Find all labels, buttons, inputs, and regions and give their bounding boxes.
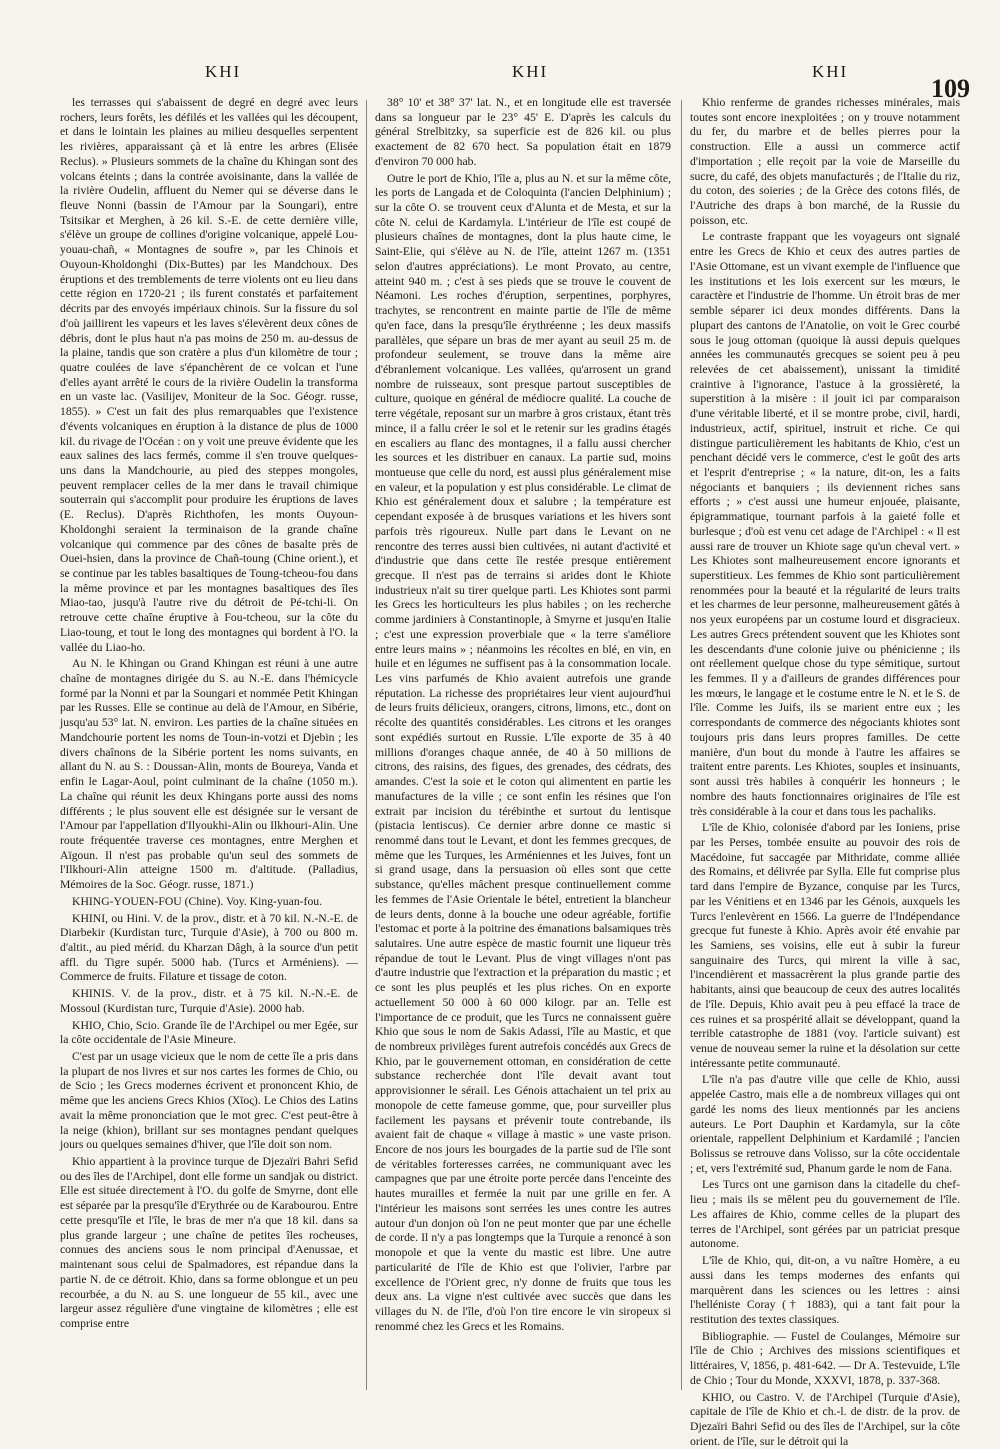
entry-khing-youen-fou: KHING-YOUEN-FOU (Chine). Voy. King-yuan-fou. [72, 894, 323, 908]
column-divider [681, 100, 682, 1390]
left-running-head: KHI [205, 62, 242, 81]
paragraph: L'île de Khio, colonisée d'abord par les Ioniens, prise par les Perses, tombée ensuite au pouvoir des rois de Macédoine, fut saccagée par Mithridate, comme alliée des Romains, et délivrée par Sylla. Elle fut comprise plus tard dans l'empire de Byzance, conquise par les Turcs, par les Vénitiens et en 1346 par les Génois, auxquels les Turcs l'enlevèrent en 1566. La guerre de l'Indépendance grecque fut funeste à Khio. Après avoir été envahie par les Samiens, ses voisins, elle eut à subir la fureur sanguinaire des Turcs, qui mirent la ville à sac, l'incendièrent et massacrèrent la plus grande partie des habitants, ainsi que beaucoup de ceux des autres localités de l'île. Depuis, Khio avait peu à peu effacé la trace de ces ruines et sa prospérité allait se développant, quand la terrible catastrophe de 1881 (voy. l'article suivant) est venue de nouveau semer la ruine et la désolation sur cette intéressante petite communauté. [690, 821, 960, 1070]
text-column-right [690, 96, 960, 1448]
paragraph: Khio renferme de grandes richesses minérales, mais toutes sont encore inexploitées ; on y trouve notamment du fer, du marbre et de belles pierres pour la construction. Elle a aussi un commerce actif d'importation ; elle reçoit par la voie de Marseille du sucre, du café, des objets manufacturés ; de l'Italie du riz, du coton, des soieries ; de la Grèce des cotons filés, de l'Autriche des draps à bon marché, de la Russie du poisson, etc. [690, 96, 960, 227]
entry-khinis: KHINIS. V. de la prov., distr. et à 75 kil. N.-N.-E. de Mossoul (Kurdistan turc, Turquie d'Asie). 2000 hab. [60, 987, 358, 1015]
paragraph: les terrasses qui s'abaissent de degré en degré avec leurs rochers, leurs forêts, les défilés et les vallées qui les découpent, et dans le lointain les plaines au milieu desquelles serpentent les rivières, apparaissant çà et là entre les arbres (Elisée Reclus). » Plusieurs sommets de la chaîne du Khingan sont des volcans éteints ; dans la contrée avoisinante, dans la vallée de la rivière Oudelin, affluent du Nemer qui se déverse dans le fleuve Nonni (bassin de l'Amour par la Soungari), entre Tsitsikar et Merghen, à 26 kil. S.-E. de cette dernière ville, s'élève un groupe de collines d'origine volcanique, appelé Lou-youau-chañ, « Montagnes de soufre », par les Chinois et Ouyoun-Kholdonghi (Dix-Buttes) par les Mandchoux. Des éruptions et des tremblements de terre violents ont eu lieu dans cette région en 1720-21 ; ils furent constatés et parfaitement décrits par des envoyés impériaux chinois. Sur la fissure du sol d'où jaillirent les vapeurs et les laves s'élevèrent deux cônes de débris, dont le plus haut n'a pas moins de 250 m. au-dessus de la plaine, tandis que son cratère a plus d'un kilomètre de tour ; quatre coulées de lave s'épanchèrent de ce volcan et l'une d'elles ayant arrêté le cours de la rivière Oudelin la transforma en un vaste lac. (Vasilijev, Moniteur de la Soc. Géogr. russe, 1855). » C'est un fait des plus remarquables que l'existence d'évents volcaniques en éruption à la distance de plus de 1000 kil. du rivage de l'Océan : on y voit une preuve évidente que les eaux salines des lacs fermés, comme il s'en trouve quelques-uns dans la Mandchourie, au pied des steppes mongoles, peuvent remplacer celles de la mer dans le travail chimique souterrain qui s'accomplit pour produire les éruptions de laves (E. Reclus). D'après Richthofen, les monts Ouyoun-Kholdonghi seraient la terminaison de la grande chaîne volcanique qui commence par des cônes de basalte près de Ouei-hsien, dans la province de Chañ-toung (Chine orient.), et se continue par les tables basaltiques de Toung-tcheou-fou dans la même province et par les montagnes basaltiques des îles Miao-tao, jusqu'à l'autre rive du détroit de Pé-tchi-li. On retrouve cette chaîne éruptive à Fou-tcheou, sur la côte du Liao-toung, et tout le long des montagnes qui bordent à l'O. la vallée du Liao-ho. [60, 96, 358, 654]
entry-khini: KHINI, ou Hini. V. de la prov., distr. et à 70 kil. N.-N.-E. de Diarbekir (Kurdistan turc, Turquie d'Asie), à 700 ou 800 m. d'altit., au pied mérid. du Kharzan Dâgh, à la source d'un petit affl. du Tigre supér. 5000 hab. (Turcs et Arméniens). — Commerce de fruits. Filature et tissage de coton. [60, 911, 358, 984]
paragraph: Les Turcs ont une garnison dans la citadelle du chef-lieu ; mais ils se mêlent peu du gouvernement de l'île. Les affaires de Khio, comme celles de la plupart des terres de l'Archipel, sont gérées par un patriciat presque autonome. [690, 1178, 960, 1251]
right-running-head: KHI [812, 62, 849, 81]
paragraph: 38° 10' et 38° 37' lat. N., et en longitude elle est traversée dans sa longueur par le 23° 45' E. D'après les calculs du général Strelbitzky, sa superficie est de 826 kil. ou plus exactement de 82 670 hect. Sa population était en 1879 d'environ 70 000 hab. [375, 96, 671, 168]
paragraph: Au N. le Khingan ou Grand Khingan est réuni à une autre chaîne de montagnes dirigée du S. au N.-E. dans l'hémicycle formé par la Nonni et par la Soungari et nommée Petit Khingan par les Russes. Elle se continue au delà de l'Amour, en Sibérie, jusqu'au 53° lat. N. environ. Les parties de la chaîne situées en Mandchourie portent les noms de Toun-in-votzi et Djebin ; les divers chaînons de la Sibérie portent les noms suivants, en allant du N. au S. : Doussan-Alin, monts de Boureya, Vanda et enfin le Lagar-Aoul, point culminant de la chaîne (1050 m.). La chaîne qui réunit les deux Khingans porte aussi des noms différents ; le plus souvent elle est désignée sur le versant de l'Amour par l'appellation d'Ilyoukhi-Alin ou Ilkhouri-Alin. Une route fréquentée traverse ces montagnes, entre Merghen et Aïgoun. Il n'est pas probable qu'un seul des sommets de l'Ilkhouri-Alin atteigne 1500 m. d'altitude. (Palladius, Mémoires de la Soc. Géogr. russe, 1871.) [60, 657, 358, 892]
paragraph: Le contraste frappant que les voyageurs ont signalé entre les Grecs de Khio et ceux des autres parties de l'Asie Ottomane, est un vivant exemple de l'influence que les institutions et les lois exercent sur les mœurs, le caractère et l'industrie de l'homme. Un étroit bras de mer semble séparer ici deux mondes différents. Dans la plupart des cantons de l'Anatolie, on voit le Grec courbé sous le joug ottoman (quoique là aussi depuis quelques années les communautés grecques se soient peu à peu relevées de cet abaissement), unissant la timidité craintive à l'ignorance, l'astuce à la grossièreté, la superstition à la misère : il jouit ici par comparaison d'une véritable liberté, et il se montre probe, civil, hardi, industrieux, actif, spirituel, instruit et riche. Ce qui distingue particulièrement les habitants de Khio, c'est un penchant décidé vers le commerce, c'est le goût des arts et l'esprit d'entreprise ; « la nature, dit-on, les a faits négociants et banquiers ; ils deviennent riches sans efforts ; » c'est aussi une humeur enjouée, plaisante, épigrammatique, tournant parfois à la gaieté folle et burlesque ; d'où est venu cet adage de l'Archipel : « Il est aussi rare de trouver un Khiote sage qu'un cheval vert. » Les Khiotes sont malheureusement encore ignorants et superstitieux. Les femmes de Khio sont particulièrement renommées pour la beauté et la régularité de leurs traits et les charmes de leur personne, malheureusement gâtés à nos yeux européens par un costume lourd et disgracieux. Les autres Grecs prétendent souvent que les Khiotes sont les descendants d'une colonie juive ou phénicienne ; ils ont réellement quelque chose du type sémitique, surtout les femmes. Il y a d'ailleurs de grandes différences pour les mœurs, le langage et le costume entre le N. et le S. de l'île. Comme les Juifs, ils se marient entre eux ; les correspondants de commerce des négociants khiotes sont toujours pris dans leurs propres familles. De cette manière, d'un bout du monde à l'autre les affaires se traitent entre parents. Les Khiotes, souples et insinuants, sont aussi très habiles à conquérir les honneurs ; le nombre des hauts fonctionnaires originaires de l'île est très considérable à la cour et dans tous les pachaliks. [690, 230, 960, 818]
paragraph: Outre le port de Khio, l'île a, plus au N. et sur la même côte, les ports de Langada et de Coloquinta (l'ancien Delphinium) ; sur la côte O. se trouvent ceux d'Alunta et de Mesta, et sur la côte N. celui de Kardamyla. L'intérieur de l'île est coupé de plusieurs chaînes de montagnes, dont la plus haute cime, le Saint-Elie, qui s'élève au N. de l'île, atteint 1267 m. (1351 selon d'autres appréciations). Le mont Provato, au centre, atteint 940 m. ; c'est à ses pieds que se trouve le couvent de Néamoni. Les roches d'éruption, serpentines, porphyres, trachytes, se rencontrent en mainte partie de l'île de même qu'en face, dans la presqu'île érythréenne ; les deux massifs parallèles, que sépare un bras de mer ayant au seuil 25 m. de profondeur seulement, se trouve dans la même aire d'ébranlement volcanique. Les vallées, qu'arrosent un grand nombre de ruisseaux, sont presque partout susceptibles de culture, quoique en général de médiocre qualité. La couche de terre végétale, reposant sur un marbre à gros cristaux, étant très mince, il a fallu créer le sol et le retenir sur les gradins étagés en escaliers au flanc des montagnes, il a fallu aussi chercher les sources et les distribuer en canaux. La partie sud, moins montueuse que celle du nord, est aussi plus généralement mise en valeur, et la population y est plus considérable. Le climat de Khio est généralement doux et salubre ; la température est cependant exposée à de brusques variations et les hivers sont parfois très rigoureux. Nulle part dans le Levant on ne rencontre des terres aussi bien cultivées, ni autant d'activité et d'industrie que dans cette île restée presque entièrement grecque. Il n'est pas de terrains si arides dont le Khiote industrieux n'ait su tirer quelque parti. Les Khiotes sont parmi les Grecs les horticulteurs les plus habiles ; on les recherche comme jardiniers à Constantinople, à Smyrne et jusqu'en Italie ; c'est une expression proverbiale que « la terre s'améliore entre leurs mains » ; néanmoins les récoltes en blé, en vin, en huile et en légumes ne suffisent pas à la consommation locale. Les vins parfumés de Khio avaient autrefois une grande réputation. La richesse des propriétaires leur vient aujourd'hui de leurs fruits délicieux, orangers, citrons, limons, etc., dont on récolte des quantités considérables. Les citrons et les oranges sont expédiés surtout en Russie. L'île exporte de 35 à 40 millions d'oranges chaque année, de 40 à 50 millions de citrons, des raisins, des figues, des grenades, des cédrats, des amandes. C'est la soie et le coton qui alimentent en partie les manufactures de la ville ; ce sont enfin les résines que l'on extrait par incision du térébinthe et surtout du lentisque (pistacia lentiscus). Ce dernier arbre donne ce mastic si renommé dans tout le Levant, et dont les femmes grecques, de même que les Turques, les Arméniennes et les Juives, font un si grand usage, dans la persuasion où elles sont que cette substance, qu'elles mâchent presque continuellement comme les femmes de l'Asie Orientale le bétel, entretient la blancheur de leurs dents, donne à la bouche une odeur agréable, fortifie l'estomac et porte à la poitrine des émanations balsamiques très salutaires. Une autre espèce de mastic fournit une liqueur très répandue de tout le Levant. Plus de vingt villages n'ont pas d'autre industrie que l'extraction et la préparation du mastic ; et ce sont les plus peuplés et les plus riches. On en exporte actuellement 50 000 à 60 000 kilogr. par an. Telle est l'importance de ce produit, que les Turcs ne connaissent guère Khio que sous le nom de Sakis Adassi, l'île au Mastic, et que de nombreux privilèges furent autrefois concédés aux Grecs de Khio, par le gouvernement ottoman, en considération de cette substance recherchée dont l'île devait avant tout approvisionner le sérail. Les Génois attachaient un tel prix au monopole de cette fameuse gomme, que, pour surveiller plus facilement les paysans et prévenir toute contrebande, ils avaient fait de chaque « village à mastic » une vaste prison. Encore de nos jours les bourgades de la partie sud de l'île sont de véritables forteresses carrées, ne communiquant avec les campagnes que par une étroite porte percée dans l'enceinte des hautes murailles et fermée la nuit par une grille en fer. A l'intérieur les maisons sont serrées les unes contre les autres autour d'un donjon où l'on ne peut monter que par une échelle de corde. Il n'y a pas longtemps que la Turquie a renoncé à son monopole et que la vente du mastic est libre. Une autre particularité de l'île de Khio est que l'olivier, l'arbre par excellence de l'Orient grec, n'y donne de fruits que tous les deux ans. La vigne n'est cultivée avec succès que dans les villages du N. de l'île, d'où l'on tire encore le vin siropeux si renommé chez les Grecs et les Romains. [375, 171, 671, 1333]
center-running-head: KHI [512, 62, 549, 81]
paragraph: Khio appartient à la province turque de Djezaïri Bahri Sefid ou des îles de l'Archipel, dont elle forme un sandjak ou district. Elle est située directement à l'O. du golfe de Smyrne, dont elle est séparée par la presqu'île d'Erythrée ou de Karabourou. Entre cette presqu'île et l'île, le bras de mer n'a que 18 kil. dans sa plus grande largeur ; une chaîne de petites îles rocheuses, connues des anciens sous le nom principal d'Aenussae, et maintenant sous celui de Spalmadores, est répandue dans la partie N. de ce détroit. Khio, dans sa forme oblongue et un peu recourbée, a du N. au S. une longueur de 55 kil., avec une largeur assez régulière d'une vingtaine de kilomètres ; elle est comprise entre [60, 1155, 358, 1330]
paragraph: L'île n'a pas d'autre ville que celle de Khio, aussi appelée Castro, mais elle a de nombreux villages qui ont gardé les noms des lieux mentionnés par les anciens auteurs. Le Port Dauphin et Kardamyla, sur la côte orientale, rappellent Delphinium et Kardamilé ; l'ancien Bolissus se retrouve dans Volisso, sur la côte occidentale ; et, vers l'extrémité sud, Phanum garde le nom de Fana. [690, 1073, 960, 1175]
entry-khio-castro: KHIO, ou Castro. V. de l'Archipel (Turquie d'Asie), capitale de l'île de Khio et ch.-l. de distr. de la prov. de Djezaïri Bahri Sefid ou des îles de l'Archipel, sur la côte orient. de l'île, sur le détroit qui la [690, 1390, 960, 1448]
paragraph: C'est par un usage vicieux que le nom de cette île a pris dans la plupart de nos livres et sur nos cartes les formes de Chio, ou de Scio ; les Grecs modernes écrivent et prononcent Khio, de même que les anciens Grecs Khios (Χῖος). Le Chios des Latins avait la même prononciation que le mot grec. C'est peut-être à la neige (khion), brillant sur ses montagnes pendant quelques jours ou quelques semaines d'hiver, que l'île doit son nom. [60, 1050, 358, 1152]
paragraph: L'île de Khio, qui, dit-on, a vu naître Homère, a eu aussi dans les temps modernes des enfants qui marquèrent dans les sciences ou les lettres : ainsi l'helléniste Coray († 1883), qui a tant fait pour la restitution des textes classiques. [690, 1254, 960, 1326]
text-column-center [375, 96, 671, 1396]
page-number: 109 [931, 74, 970, 103]
text-column-left [60, 96, 358, 1396]
bibliography: Bibliographie. — Fustel de Coulanges, Mémoire sur l'île de Chio ; Archives des missions scientifiques et littéraires, V, 1856, p. 481-642. — Dr A. Testevuide, L'île de Chio ; Tour du Monde, XXXVI, 1878, p. 337-368. [690, 1329, 960, 1387]
column-divider [366, 100, 367, 1390]
entry-khio: KHIO, Chio, Scio. Grande île de l'Archipel ou mer Egée, sur la côte occidentale de l'Asie Mineure. [60, 1018, 358, 1047]
